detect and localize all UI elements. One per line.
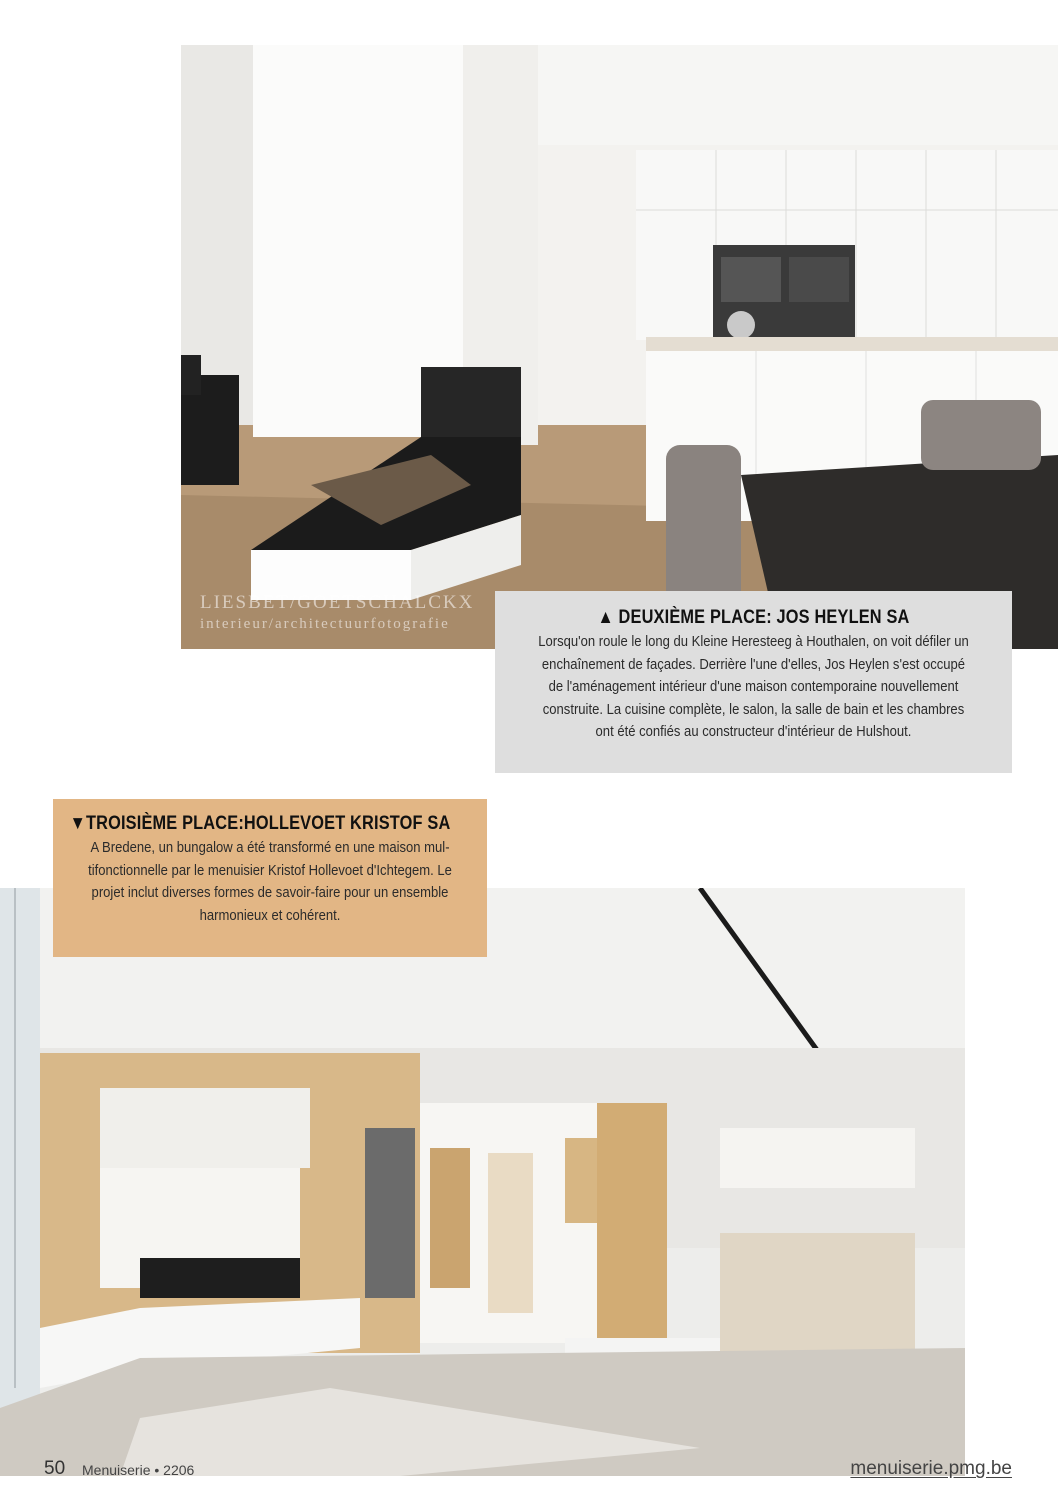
photo-living-kitchen xyxy=(0,888,965,1476)
caption-second-line: enchaînement de façades. Derrière l'une d'elles, Jos Heylen s'est occupé xyxy=(541,656,966,673)
watermark-subtitle: interieur/architectuurfotografie xyxy=(200,616,450,632)
photo-living-kitchen-drawing xyxy=(0,888,965,1476)
caption-second-line: construite. La cuisine complète, le salon, la salle de bain et les chambres xyxy=(542,701,965,718)
caption-second-body xyxy=(505,631,1002,744)
photographer-watermark xyxy=(200,592,474,633)
page-footer xyxy=(0,1458,1058,1488)
page-number: 50 xyxy=(44,1458,66,1479)
caption-third-line: projet inclut diverses formes de savoir-faire pour un ensemble xyxy=(91,885,449,901)
caption-third-line: harmonieux et cohérent. xyxy=(199,907,341,924)
caption-second-line: ont été confiés au constructeur d'intérieur de Hulshout. xyxy=(595,724,912,740)
caption-third-line: tifonctionnelle par le menuisier Kristof Hollevoet d'Ichtegem. Le xyxy=(88,862,452,879)
caption-second-title: ▲ DEUXIÈME PLACE: JOS HEYLEN SA xyxy=(597,607,910,628)
publication-issue: Menuiserie • 2206 xyxy=(82,1462,195,1478)
caption-second-line: Lorsqu'on roule le long du Kleine Heresteeg à Houthalen, on voit défiler un xyxy=(538,634,969,650)
caption-third-title: ▼TROISIÈME PLACE:HOLLEVOET KRISTOF SA xyxy=(69,813,451,834)
caption-third-body xyxy=(61,837,479,927)
website-link[interactable]: menuiserie.pmg.be xyxy=(850,1458,1012,1479)
watermark-name: LIESBET/GOETSCHALCKX xyxy=(200,592,475,613)
caption-second-line: de l'aménagement intérieur d'une maison contemporaine nouvellement xyxy=(548,679,959,695)
caption-third-line: A Bredene, un bungalow a été transformé en une maison mul- xyxy=(90,840,450,856)
caption-second-place xyxy=(495,591,1012,773)
photo-kitchen-fireplace xyxy=(181,45,1058,649)
caption-third-place xyxy=(53,799,487,957)
photo-kitchen-fireplace-drawing xyxy=(181,45,1058,649)
